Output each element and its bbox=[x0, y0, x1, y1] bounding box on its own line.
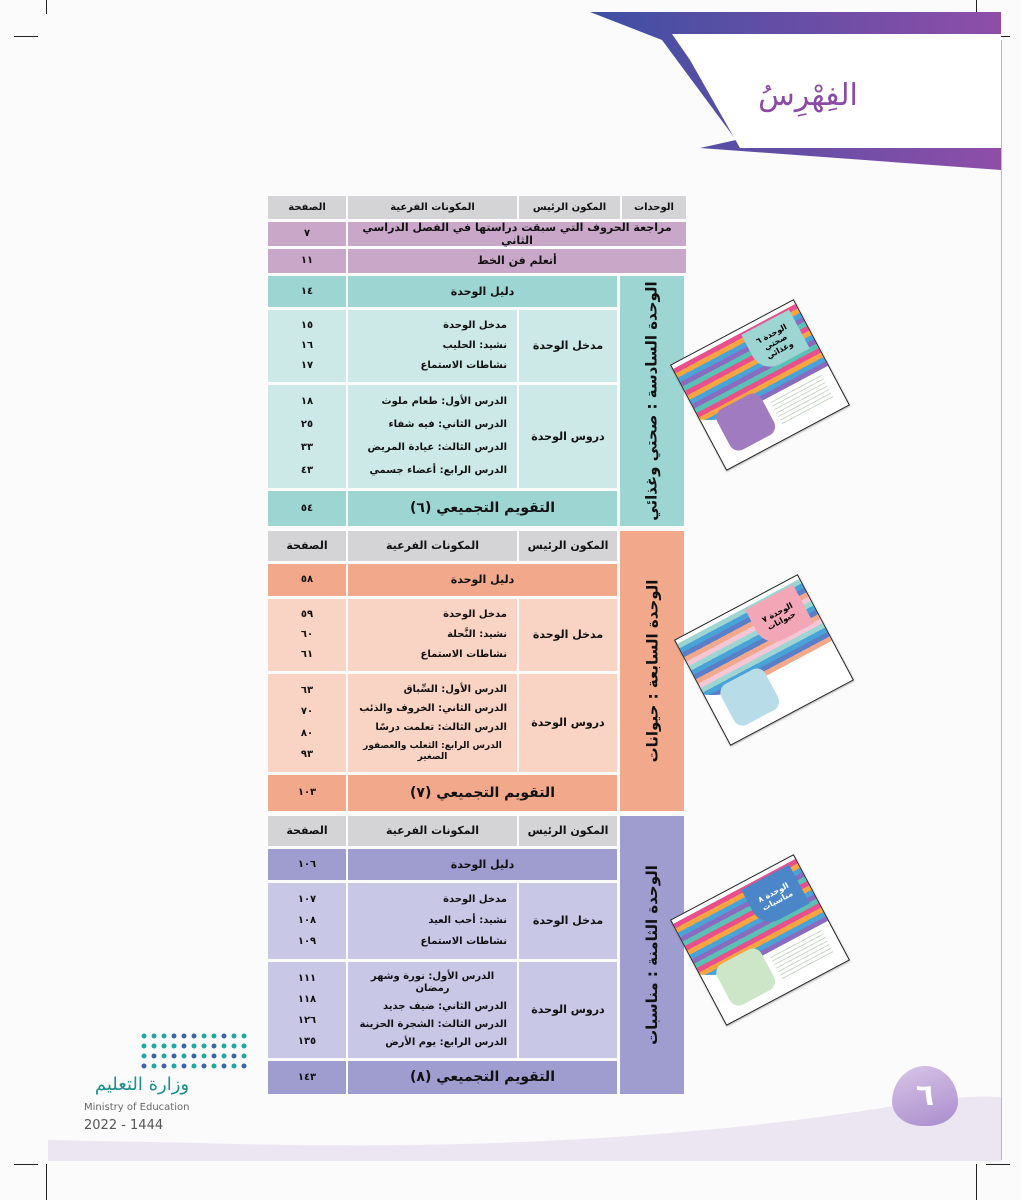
unit8-name: الوحدة الثامنة : مناسبات bbox=[643, 865, 661, 1045]
page-number: ١١١ bbox=[297, 972, 317, 984]
page-number: ١٠٨ bbox=[297, 914, 317, 926]
review-row-text: مراجعة الحروف التي سبقت دراستها في الفصل الدراسي الثاني bbox=[348, 222, 686, 246]
ministry-name-english: Ministry of Education bbox=[84, 1102, 190, 1113]
unit7-assessment-text: التقويم التجميعي (٧) bbox=[348, 775, 617, 811]
unit7-entry-pages bbox=[268, 599, 346, 671]
list-item: مدخل الوحدة bbox=[443, 320, 507, 331]
edition-year: 2022 - 1444 bbox=[84, 1118, 164, 1133]
list-item: الدرس الأول: طعام ملوث bbox=[381, 396, 507, 408]
page-number: ٧٠ bbox=[300, 706, 314, 718]
unit7-header-main: المكون الرئيس bbox=[519, 531, 617, 561]
list-item: نشاطات الاستماع bbox=[420, 649, 507, 660]
unit8-entry-pages bbox=[268, 883, 346, 959]
page-number: ٨٠ bbox=[300, 727, 314, 739]
unit7-header-page: الصفحة bbox=[268, 531, 346, 561]
unit6-name: الوحدة السادسة : صحتي وغذائي bbox=[643, 281, 661, 521]
page-number: ٦٠ bbox=[300, 629, 314, 640]
page-number: ٩٣ bbox=[300, 749, 314, 761]
list-item: نشيد: الحليب bbox=[442, 340, 507, 351]
unit8-lessons-pages bbox=[268, 962, 346, 1058]
page-number: ٥٩ bbox=[300, 609, 314, 620]
page-number: ١٠٩ bbox=[297, 936, 317, 948]
calligraphy-row-page: ١١ bbox=[268, 249, 346, 273]
unit6-cover-thumbnail bbox=[670, 299, 850, 471]
page-number: ١٦ bbox=[300, 340, 314, 351]
col-header-units: الوحدات bbox=[622, 196, 686, 219]
unit7-cover-title: الوحدة ٧ حيوانات bbox=[745, 585, 813, 649]
page-number: ١٥ bbox=[300, 320, 314, 331]
page-number: ١٧ bbox=[300, 360, 314, 371]
page-number: ٣٣ bbox=[300, 441, 314, 453]
list-item: الدرس الرابع: الثعلب والعصفور الصغير bbox=[363, 740, 502, 762]
unit8-entry-label: مدخل الوحدة bbox=[519, 883, 617, 959]
page-title: الفِهْرِسُ bbox=[758, 78, 858, 113]
unit6-assessment-page: ٥٤ bbox=[268, 491, 346, 526]
list-item: الدرس الثاني: فيه شفاء bbox=[388, 419, 507, 431]
unit6-label-cell bbox=[620, 276, 684, 526]
unit7-guide-text: دليل الوحدة bbox=[348, 564, 617, 596]
col-header-sub: المكونات الفرعية bbox=[348, 196, 517, 219]
list-item: نشاطات الاستماع bbox=[420, 360, 507, 371]
list-item: نشيد: النَّحلة bbox=[447, 629, 507, 640]
unit8-label-cell bbox=[620, 816, 684, 1094]
unit7-label-cell bbox=[620, 531, 684, 811]
page-edge bbox=[1001, 40, 1002, 1160]
page-number: ١٠٧ bbox=[297, 893, 317, 905]
unit8-entry-list bbox=[348, 883, 517, 959]
page-number: ١٨ bbox=[300, 396, 314, 408]
unit7-assessment-page: ١٠٣ bbox=[268, 775, 346, 811]
col-header-page: الصفحة bbox=[268, 196, 346, 219]
list-item: الدرس الثالث: تعلمت درسًا bbox=[375, 721, 507, 733]
ministry-logo bbox=[84, 1030, 264, 1138]
col-header-main: المكون الرئيس bbox=[519, 196, 620, 219]
page-number: ٤٣ bbox=[300, 464, 314, 476]
unit7-header-sub: المكونات الفرعية bbox=[348, 531, 517, 561]
unit7-name: الوحدة السابعة : حيوانات bbox=[643, 579, 662, 763]
unit8-guide-text: دليل الوحدة bbox=[348, 849, 617, 880]
unit8-header-sub: المكونات الفرعية bbox=[348, 816, 517, 846]
ministry-name-arabic: وزارة التعليم bbox=[94, 1074, 190, 1095]
unit7-guide-page: ٥٨ bbox=[268, 564, 346, 596]
unit8-header-main: المكون الرئيس bbox=[519, 816, 617, 846]
list-item: الدرس الأول: نورة وشهر رمضان bbox=[370, 971, 495, 994]
unit7-entry-list bbox=[348, 599, 517, 671]
unit8-assessment-text: التقويم التجميعي (٨) bbox=[348, 1061, 617, 1094]
unit6-lessons-pages bbox=[268, 385, 346, 488]
page-number: ٦١ bbox=[300, 649, 314, 660]
unit8-lessons-list bbox=[348, 962, 517, 1058]
list-item: مدخل الوحدة bbox=[443, 609, 507, 620]
unit8-cover-thumbnail bbox=[670, 854, 850, 1026]
list-item: الدرس الثالث: الشجرة الحزينة bbox=[359, 1019, 507, 1030]
unit8-assessment-page: ١٤٣ bbox=[268, 1061, 346, 1094]
unit8-header-page: الصفحة bbox=[268, 816, 346, 846]
review-row-page: ٧ bbox=[268, 222, 346, 246]
list-item: الدرس الثالث: عيادة المريض bbox=[367, 441, 507, 453]
list-item: الدرس الرابع: يوم الأرض bbox=[385, 1037, 507, 1048]
list-item: نشاطات الاستماع bbox=[420, 936, 507, 948]
calligraphy-row-text: أتعلم فن الخط bbox=[348, 249, 686, 273]
unit6-entry-list bbox=[348, 310, 517, 382]
unit7-lessons-pages bbox=[268, 674, 346, 772]
unit7-entry-label: مدخل الوحدة bbox=[519, 599, 617, 671]
unit6-guide-text: دليل الوحدة bbox=[348, 276, 617, 307]
page-number: ٦ bbox=[915, 1077, 935, 1113]
list-item: الدرس الرابع: أعضاء جسمي bbox=[369, 464, 507, 476]
page-number: ٦٣ bbox=[300, 684, 314, 696]
unit8-guide-page: ١٠٦ bbox=[268, 849, 346, 880]
list-item: نشيد: أحب العيد bbox=[428, 914, 507, 926]
unit6-assessment-text: التقويم التجميعي (٦) bbox=[348, 491, 617, 526]
unit6-guide-page: ١٤ bbox=[268, 276, 346, 307]
unit6-lessons-label: دروس الوحدة bbox=[519, 385, 617, 488]
unit7-cover-thumbnail bbox=[674, 574, 854, 746]
unit6-entry-label: مدخل الوحدة bbox=[519, 310, 617, 382]
unit6-cover-title: الوحدة ٦ صحتي وغذائي bbox=[741, 310, 809, 374]
list-item: مدخل الوحدة bbox=[443, 893, 507, 905]
unit8-lessons-label: دروس الوحدة bbox=[519, 962, 617, 1058]
list-item: الدرس الأول: السِّباق bbox=[403, 683, 507, 695]
ministry-dots-logo-icon bbox=[84, 1030, 264, 1072]
unit8-cover-title: الوحدة ٨ مناسبات bbox=[741, 865, 809, 929]
page-number: ١٢٦ bbox=[297, 1014, 317, 1026]
unit7-lessons-label: دروس الوحدة bbox=[519, 674, 617, 772]
unit6-entry-pages bbox=[268, 310, 346, 382]
list-item: الدرس الثاني: الخروف والذئب bbox=[359, 702, 507, 714]
unit7-lessons-list bbox=[348, 674, 517, 772]
unit6-lessons-list bbox=[348, 385, 517, 488]
page-number: ٢٥ bbox=[300, 419, 314, 431]
page-number: ١١٨ bbox=[297, 993, 317, 1005]
page-number: ١٣٥ bbox=[297, 1035, 317, 1047]
list-item: الدرس الثاني: ضيف جديد bbox=[382, 1001, 507, 1012]
